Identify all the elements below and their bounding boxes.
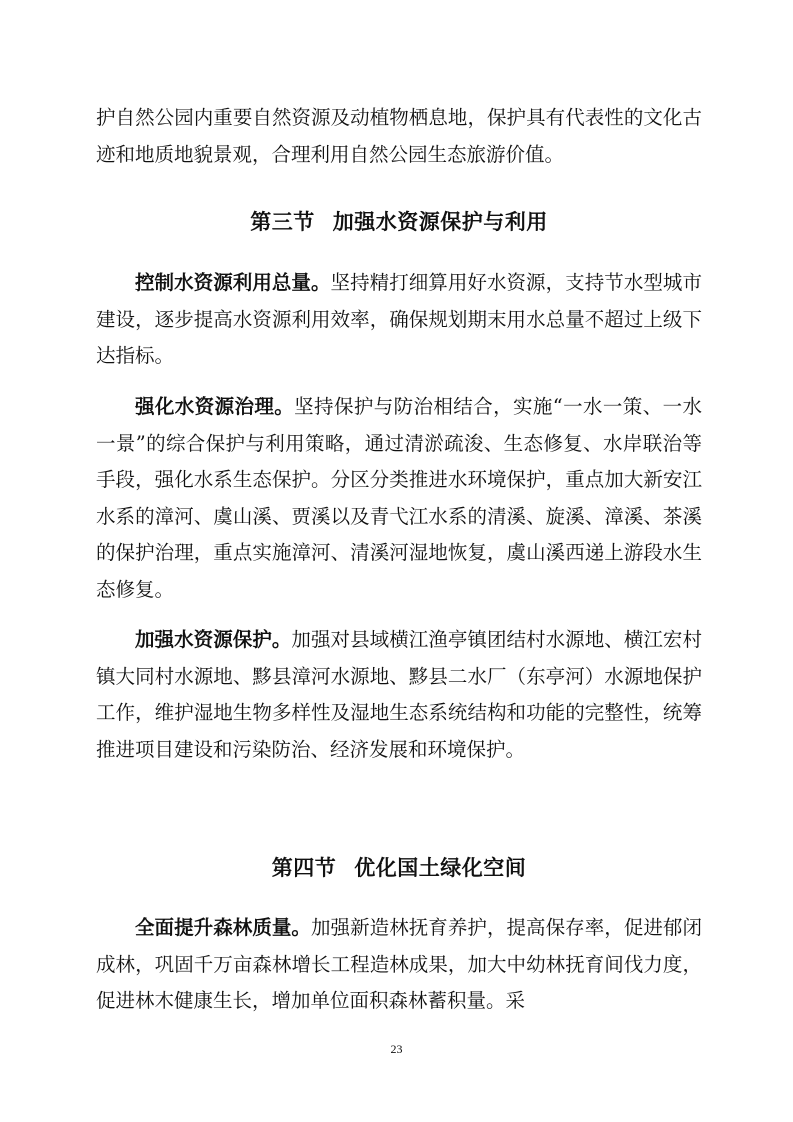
paragraph-lead: 强化水资源治理。	[135, 395, 295, 418]
continued-paragraph	[96, 100, 702, 173]
section-heading-3	[96, 206, 702, 236]
paragraph-text: 加强对县域横江渔亭镇团结村水源地、横江宏村镇大同村水源地、黟县漳河水源地、黟县二水厂（东亭河）水源地保护工作，维护湿地生物多样性及湿地生态系统结构和功能的完整性，统筹推进项目建设和污染防治、经济发展和环境保护。	[96, 628, 702, 761]
paragraph-text: 护自然公园内重要自然资源及动植物栖息地，保护具有代表性的文化古迹和地质地貌景观，合理利用自然公园生态旅游价值。	[96, 106, 702, 166]
section-number: 第三节	[250, 210, 315, 234]
paragraph-water-protection	[96, 622, 702, 768]
page-number: 23	[390, 1042, 403, 1056]
paragraph-text: 坚持保护与防治相结合，实施“一水一策、一水一景”的综合保护与利用策略，通过清淤疏浚、生态修复、水岸联治等手段，强化水系生态保护。分区分类推进水环境保护，重点加大新安江水系的漳河、虞山溪、贾溪以及青弋江水系的清溪、旋溪、漳溪、茶溪的保护治理，重点实施漳河、清溪河湿地恢复，虞山溪西递上游段水生态修复。	[96, 395, 702, 601]
section-heading-4	[96, 852, 702, 882]
paragraph-text: 加强新造林抚育养护，提高保存率，促进郁闭成林，巩固千万亩森林增长工程造林成果，加大中幼林抚育间伐力度，促进林木健康生长，增加单位面积森林蓄积量。采	[96, 916, 702, 1012]
paragraph-text: 坚持精打细算用好水资源，支持节水型城市建设，逐步提高水资源利用效率，确保规划期末用水总量不超过上级下达指标。	[96, 271, 702, 367]
paragraph-lead: 加强水资源保护。	[135, 628, 292, 651]
paragraph-water-governance	[96, 389, 702, 608]
section-title: 加强水资源保护与利用	[332, 210, 548, 234]
section-number: 第四节	[271, 856, 337, 880]
section-title: 优化国土绿化空间	[354, 856, 527, 880]
paragraph-forest-quality	[96, 910, 702, 1020]
paragraph-lead: 控制水资源利用总量。	[135, 271, 331, 294]
paragraph-lead: 全面提升森林质量。	[135, 916, 311, 939]
paragraph-water-total	[96, 265, 702, 375]
